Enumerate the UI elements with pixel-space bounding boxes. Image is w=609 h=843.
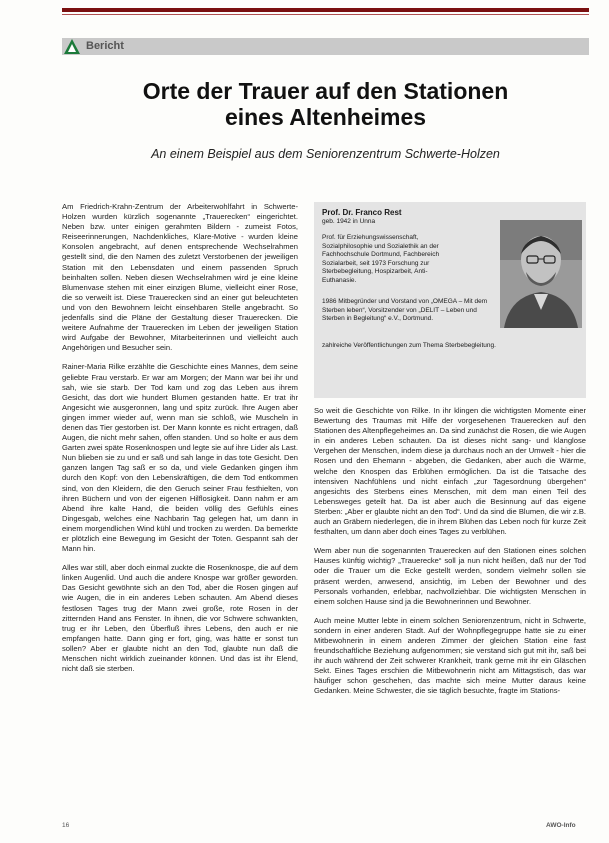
paragraph: Wem aber nun die sogenannten Trauerecken auf den Stationen eines solchen Hauses künftig wichtig? „Trauerecke“ soll ja nun nicht heißen, daß nur der Tod oder die Trauer um die Ecke gestellt werden, sondern vielmehr sollen sie präsent werden, anwesend, ansichtig, im Leben der Bewohner und des Personals vorhanden, erlebbar, nachvollziehbar. Die wichtigsten Menschen in einem solchen Hause sind ja die Bewohnerinnen und Bewohner. bbox=[314, 546, 586, 606]
author-affiliations: 1986 Mitbegründer und Vorstand von „OMEGA – Mit dem Sterben leben“, Vorsitzender von „DELIT – Leben und Sterben in Begleitung“ e.V., Dortmund. bbox=[322, 298, 488, 323]
author-bio: Prof. für Erziehungswissenschaft, Sozialphilosophie und Sozialethik an der Fachhochschule Dortmund, Fachbereich Sozialarbeit, seit 1973 Forschung zur Sterbebegleitung, Hospizarbeit, Anti-Euthanasie. bbox=[322, 234, 440, 284]
author-born: geb. 1942 in Unna bbox=[322, 218, 376, 225]
headline-line-2: eines Altenheimes bbox=[224, 104, 427, 130]
paragraph: Alles war still, aber doch einmal zuckte die Rosenknospe, die auf dem linken Augenlid. Und auch die andere Knospe war größer geworden. Das Gesicht gewöhnte sich an den Tod, aber die Rosen gingen auf wie Augen, die in ein anderes Leben schauten. Am Abend dieses festlosen Tages trug der Mann zwei große, rote Rosen in der zitternden Hand ans Fenster. In ihnen, die vor Schwere schwankten, trug er ihr Leben, den Überfluß ihres Lebens, den auch er nie empfangen hatte. Dann ging er fort, ging, was hätte er sonst tun sollen? Aber er glaubte nicht an den Tod, glaubte nun daß die Menschen nicht wirklich zueinander können. Und das ist ihr Elend, nicht daß sie sterben. bbox=[62, 563, 298, 674]
author-portrait-image bbox=[500, 220, 582, 328]
article-headline bbox=[62, 78, 589, 130]
author-name: Prof. Dr. Franco Rest bbox=[322, 208, 402, 217]
paragraph: So weit die Geschichte von Rilke. In ihr klingen die wichtigsten Momente einer Bewertung des Traumas mit Hilfe der vorgesehenen Trauerecken auf den Stationen des Altenpflegeheimes an. Da sind zunächst die Rosen, die wie Augen in ein anderes Leben schauten. Da ist dieses nicht sang- und klanglose Vergehen der Menschen, indem diese ja durchaus noch an der Umwelt - hier die Rosen und den Ehemann - abgeben, die Gedanken, aber auch die Wärme, welche den Knospen das Erblühen ermöglichen. Da ist die Tatsache des intensiven Nachfühlens und nicht einfach „zur Tagesordnung übergehen“ angesichts des Sterbens eines Menschen, mit dem man einen Teil des Lebensweges geteilt hat. Da ist aber auch die Besinnung auf das eigene Sterben: „Aber er glaubte nicht an den Tod“. Und da sind die Blumen, die wir z.B. auch an Gräbern niederlegen, die in ihrem Blühen das Leben noch für kurze Zeit festhalten, um dann aber doch eines Tages zu verblühen. bbox=[314, 406, 586, 537]
author-note: zahlreiche Veröffentlichungen zum Thema Sterbebegleitung. bbox=[322, 342, 496, 349]
right-column bbox=[314, 406, 586, 706]
paragraph: Auch meine Mutter lebte in einem solchen Seniorenzentrum, nicht in Schwerte, sondern in einer anderen Stadt. Auf der Wohnpflegegruppe hatte sie zu einer Mitbewohnerin in einem anderen Zimmer der gleichen Station eine fast freundschaftliche Beziehung aufgenommen; sie verstand sich gut mit ihr, saß bei ihr auch während der Zeit schwerer Krankheit, trank gerne mit ihr ein Gläschen Sekt. Eines Tages erschien die Mitbewohnerin nicht am Mittagstisch, das war häufiger schon geschehen, das machte sich meine Mutter daraus keine Gedanken. Meine Schwester, die sie täglich besuchte, fragte im Stations- bbox=[314, 615, 586, 696]
section-bar bbox=[62, 38, 589, 55]
article-subhead: An einem Beispiel aus dem Seniorenzentrum Schwerte-Holzen bbox=[151, 147, 500, 161]
paragraph: Am Friedrich-Krahn-Zentrum der Arbeiterwohlfahrt in Schwerte-Holzen wurden kürzlich sogenannte „Trauerecken“ eingerichtet. Neben bzw. unter einigen gerahmten Bildern - zumeist Fotos, Reiseerinnerungen, Nachdenkliches, Klare-Motive - wurden kleine Konsolen angebracht, auf denen entsprechende Wechselrahmen gestellt sind, die den Namen des zuletzt Verstorbenen der jeweiligen Station mit den Lebensdaten und einem passenden Spruch beinhalten sollen. Neben diesen Wechselrahmen wird je eine kleine Blumenvase stehen mit einer einzigen Blume, vielleicht einer Rose, die so verweilt ist. Diese Trauerecken sind an einer gut beleuchteten und von den Bewohnern leicht einsehbaren Stelle angebracht. So jedenfalls sind die Pläne der Gestaltung dieser Trauerecken. Die weitere Aufnahme der Trauerecken im Leben der jeweiligen Station wird Aufgabe der Bewohner, Mitarbeiterinnen und vielleicht auch Angehörigen und Besucher sein. bbox=[62, 202, 298, 353]
triangle-logo-icon bbox=[63, 38, 81, 55]
top-rule bbox=[62, 8, 589, 12]
left-column bbox=[62, 202, 298, 683]
headline-line-1: Orte der Trauer auf den Stationen bbox=[142, 78, 509, 104]
paragraph: Rainer-Maria Rilke erzählte die Geschichte eines Mannes, dem seine geliebte Frau verstarb. Er war am Morgen; der Mann war bei ihr und sah, wie sie starb. Der Tod kam und zog das Leben aus ihrem Gesicht, das dort wie hundert Blumen gestanden hatte. Er trat ihr Angesicht wie ausgeronnen, lang und spitz zurück. Ihre Augen aber gingen immer wieder auf, wenn man sie schloß, wie Muscheln in denen das Tier gestorben ist. Der Mann konnte es nicht ertragen, daß Augen, die nicht mehr sahen, offen standen. Und so holte er aus dem Garten zwei späte Rosenknospen und legte sie auf ihre Lider als Last. Nun blieben sie zu und er saß und sah lange in das tote Gesicht. Den ganzen langen Tag saß er so da, und viele Gedanken gingen ihm durch den Kopf: von den Lebenskräftigen, die dem Tod entkommen sind, von den Kleidern, die den Geruch seiner Frau festhielten, von ihren Büchern und von der eigenen Hilflosigkeit. Dann nahm er am Abend ihre kalte Hand, die beiden völlig des Gefühls eines Dingesgab, welches eine Nachbarin Tag gelegen hat, um dann in einem morgendlichen Wind kühl und trocken zu werden. Da bemerkte er plötzlich eine Bewegung im Gesicht der Toten. Gespannt sah der Mann hin. bbox=[62, 362, 298, 554]
section-label: Bericht bbox=[86, 40, 124, 52]
footer-brand: AWO-Info bbox=[546, 822, 576, 829]
page-number: 16 bbox=[62, 822, 70, 829]
top-rule-thin bbox=[62, 14, 589, 15]
author-info-box bbox=[314, 202, 586, 398]
